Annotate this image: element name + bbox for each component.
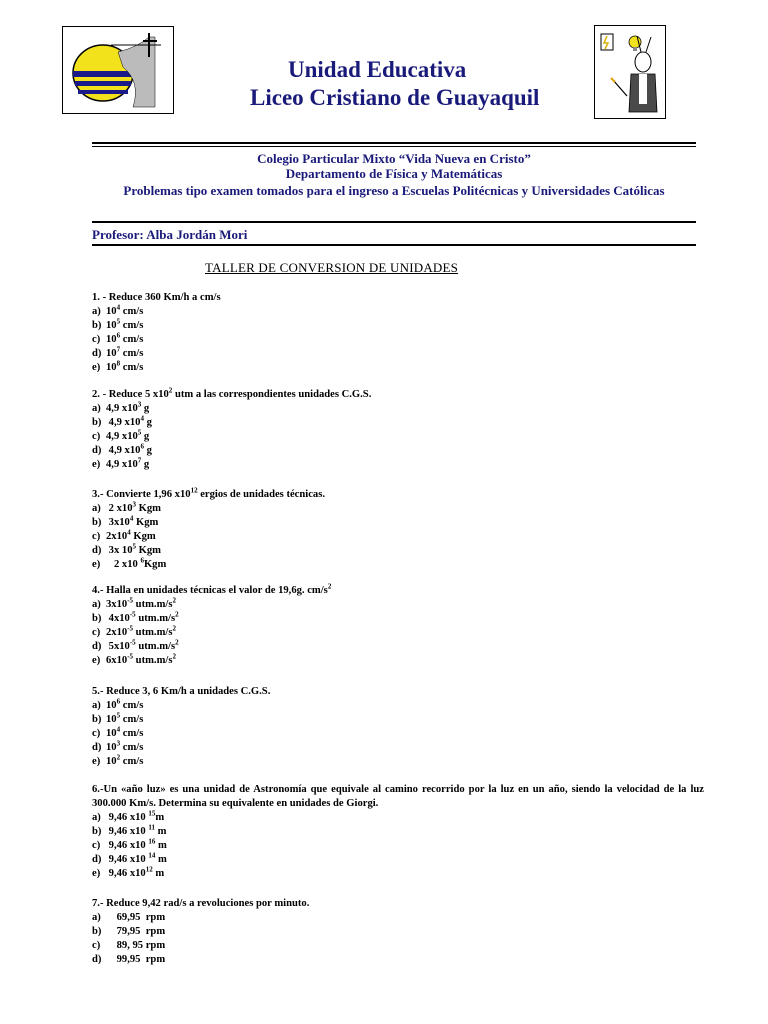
answer-option: [92, 430, 704, 444]
option-unit: cm/s: [120, 756, 144, 767]
answer-option: [92, 867, 704, 881]
stem-text: 3.- Convierte 1,96 x10: [92, 489, 191, 500]
option-value: 4,9 x10: [106, 403, 138, 414]
option-value: 79,95 rpm: [106, 926, 166, 937]
option-value: 4,9 x10: [106, 445, 141, 456]
answer-option: [92, 953, 704, 967]
option-value: 3x10: [106, 599, 128, 610]
question-4: [92, 584, 704, 668]
option-value: 10: [106, 362, 117, 373]
option-exponent: 5: [132, 542, 136, 551]
option-label: a): [92, 912, 101, 923]
stem-text: 2. - Reduce 5 x10: [92, 389, 169, 400]
answer-option: [92, 361, 704, 375]
question-3: [92, 488, 704, 572]
option-value: 4,9 x10: [106, 417, 141, 428]
stem-exponent: 12: [190, 486, 198, 495]
stem-text-tail: utm a las correspondientes unidades C.G.S.: [172, 389, 372, 400]
title-line-1: Unidad Educativa: [288, 57, 467, 82]
option-exponent: 5: [116, 317, 121, 326]
answer-option: [92, 347, 704, 361]
answer-option: [92, 741, 704, 755]
option-exponent: 6: [140, 442, 144, 451]
option-unit: utm.m/s: [133, 599, 173, 610]
option-exponent: 11: [148, 823, 155, 832]
answer-option: [92, 544, 704, 558]
answer-option: [92, 612, 704, 626]
option-label: d): [92, 854, 102, 865]
option-label: a): [92, 599, 101, 610]
answer-option: [92, 530, 704, 544]
answer-option: [92, 402, 704, 416]
option-label: e): [92, 756, 101, 767]
answer-option: [92, 305, 704, 319]
question-5: [92, 685, 704, 769]
option-unit: Kgm: [143, 559, 167, 570]
answer-option: [92, 444, 704, 458]
answer-option: [92, 839, 704, 853]
option-value: 10: [106, 714, 117, 725]
option-exponent: -5: [127, 624, 134, 633]
stem-text: 1. - Reduce 360 Km/h a cm/s: [92, 292, 221, 303]
subheader-problems: Problemas tipo examen tomados para el ingreso a Escuelas Politécnicas y Universidades Católicas: [123, 183, 665, 198]
option-exponent: 15: [148, 809, 156, 818]
option-unit: g: [141, 403, 150, 414]
option-value: 10: [106, 348, 117, 359]
option-unit: cm/s: [120, 714, 144, 725]
option-label: e): [92, 559, 101, 570]
answer-option: [92, 713, 704, 727]
option-label: a): [92, 403, 101, 414]
option-unit: utm.m/s: [133, 627, 173, 638]
subheader-department: Departamento de Física y Matemáticas: [285, 166, 503, 181]
option-label: e): [92, 868, 101, 879]
option-unit-exponent: 2: [175, 638, 179, 647]
option-unit: m: [155, 840, 167, 851]
option-value: 3x10: [106, 517, 130, 528]
answer-option: [92, 911, 704, 925]
option-value: 10: [106, 756, 117, 767]
option-exponent: -5: [127, 652, 134, 661]
option-label: c): [92, 334, 101, 345]
question-stem: [92, 388, 704, 402]
option-unit: g: [143, 445, 152, 456]
option-value: 69,95 rpm: [106, 912, 166, 923]
answer-option: [92, 640, 704, 654]
option-unit: Kgm: [135, 503, 161, 514]
option-unit: utm.m/s: [135, 641, 176, 652]
option-value: 5x10: [106, 641, 130, 652]
option-unit: m: [155, 854, 167, 865]
option-exponent: 3: [132, 500, 136, 509]
option-exponent: 5: [116, 711, 121, 720]
answer-option: [92, 598, 704, 612]
option-exponent: 3: [137, 400, 142, 409]
workshop-title: TALLER DE CONVERSION DE UNIDADES: [205, 260, 459, 275]
option-label: b): [92, 417, 102, 428]
option-unit: Kgm: [133, 517, 159, 528]
option-label: b): [92, 826, 102, 837]
question-6: [92, 783, 704, 881]
option-label: b): [92, 714, 102, 725]
option-unit: cm/s: [120, 362, 144, 373]
option-value: 9,46 x10: [106, 854, 149, 865]
professor-rule: [92, 244, 696, 246]
option-exponent: 6: [116, 331, 121, 340]
option-exponent: 6: [140, 556, 144, 565]
stem-exponent: 2: [168, 386, 173, 395]
option-label: a): [92, 812, 101, 823]
option-label: c): [92, 431, 101, 442]
option-label: c): [92, 531, 101, 542]
option-label: b): [92, 613, 102, 624]
option-unit-exponent: 2: [175, 610, 179, 619]
option-unit-exponent: 2: [172, 624, 176, 633]
option-value: 99,95 rpm: [106, 954, 166, 965]
option-label: c): [92, 840, 101, 851]
option-unit: utm.m/s: [133, 655, 173, 666]
option-unit: g: [141, 431, 150, 442]
option-label: d): [92, 641, 102, 652]
option-exponent: 4: [129, 514, 134, 523]
option-exponent: 3: [116, 739, 121, 748]
option-label: e): [92, 459, 101, 470]
option-unit: g: [141, 459, 150, 470]
option-value: 4,9 x10: [106, 459, 138, 470]
option-label: d): [92, 742, 102, 753]
answer-option: [92, 939, 704, 953]
option-label: c): [92, 728, 101, 739]
title-line-2: Liceo Cristiano de Guayaquil: [250, 85, 540, 110]
header-rule-bottom: [92, 221, 696, 223]
option-label: a): [92, 700, 101, 711]
option-exponent: 12: [145, 865, 153, 874]
option-label: e): [92, 362, 101, 373]
school-logo-left: [62, 26, 174, 114]
subheader-school: Colegio Particular Mixto “Vida Nueva en Cristo”: [257, 151, 531, 166]
option-value: 4x10: [106, 613, 130, 624]
option-unit: m: [155, 826, 167, 837]
answer-option: [92, 626, 704, 640]
option-label: b): [92, 320, 102, 331]
header-rule-top-thin: [92, 146, 696, 147]
answer-option: [92, 925, 704, 939]
mascot-logo-right: [594, 25, 666, 119]
question-stem: [92, 291, 704, 305]
answer-option: [92, 825, 704, 839]
option-value: 2x10: [106, 531, 128, 542]
option-value: 10: [106, 728, 117, 739]
option-label: c): [92, 627, 101, 638]
option-value: 2 x10: [106, 559, 141, 570]
answer-option: [92, 727, 704, 741]
option-label: d): [92, 445, 102, 456]
stem-text: 7.- Reduce 9,42 rad/s a revoluciones por minuto.: [92, 898, 310, 909]
option-exponent: 4: [140, 414, 144, 423]
answer-option: [92, 502, 704, 516]
option-unit: cm/s: [120, 348, 144, 359]
option-label: d): [92, 954, 102, 965]
answer-option: [92, 699, 704, 713]
question-2: [92, 388, 704, 472]
question-1: [92, 291, 704, 375]
option-unit: m: [155, 812, 165, 823]
stem-text: 6.-Un «año luz» es una unidad de Astronomía que equivale al camino recorrido por la luz en un año, siendo la velocidad de la luz 300.000 Km/s. Determina su equivalente en unidades de Giorgi.: [92, 784, 704, 809]
option-exponent: 4: [127, 528, 131, 537]
option-exponent: -5: [127, 596, 134, 605]
option-label: b): [92, 517, 102, 528]
option-exponent: 8: [116, 359, 121, 368]
option-value: 10: [106, 700, 117, 711]
question-stem: [92, 488, 704, 502]
option-unit: cm/s: [120, 320, 144, 331]
option-exponent: 2: [116, 753, 121, 762]
option-exponent: 7: [137, 456, 142, 465]
option-unit: cm/s: [120, 700, 144, 711]
option-exponent: 4: [116, 725, 121, 734]
option-unit: g: [143, 417, 152, 428]
answer-option: [92, 516, 704, 530]
option-value: 2 x10: [106, 503, 133, 514]
option-label: a): [92, 306, 101, 317]
answer-option: [92, 811, 704, 825]
option-value: 10: [106, 306, 117, 317]
option-exponent: 4: [116, 303, 121, 312]
option-exponent: 5: [137, 428, 142, 437]
option-unit: Kgm: [135, 545, 161, 556]
option-label: a): [92, 503, 101, 514]
option-label: c): [92, 940, 101, 951]
option-exponent: 16: [148, 837, 156, 846]
option-unit: cm/s: [120, 742, 144, 753]
answer-option: [92, 333, 704, 347]
option-value: 89, 95 rpm: [106, 940, 166, 951]
option-exponent: 14: [148, 851, 156, 860]
option-unit: Kgm: [130, 531, 156, 542]
question-stem: [92, 584, 704, 598]
option-value: 3x 10: [106, 545, 133, 556]
stem-exponent: 2: [327, 582, 332, 591]
question-stem: [92, 897, 704, 911]
option-label: e): [92, 655, 101, 666]
option-unit: cm/s: [120, 334, 144, 345]
option-exponent: 7: [116, 345, 121, 354]
stem-text: 4.- Halla en unidades técnicas el valor de 19,6g. cm/s: [92, 585, 328, 596]
answer-option: [92, 319, 704, 333]
professor-name: Profesor: Alba Jordán Mori: [92, 227, 248, 242]
option-unit-exponent: 2: [172, 596, 176, 605]
question-7: [92, 897, 704, 967]
option-value: 4,9 x10: [106, 431, 138, 442]
option-label: d): [92, 348, 102, 359]
option-value: 2x10: [106, 627, 128, 638]
answer-option: [92, 755, 704, 769]
option-value: 10: [106, 334, 117, 345]
answer-option: [92, 458, 704, 472]
option-label: d): [92, 545, 102, 556]
option-value: 9,46 x10: [106, 826, 149, 837]
option-unit: cm/s: [120, 306, 144, 317]
answer-option: [92, 416, 704, 430]
option-value: 6x10: [106, 655, 128, 666]
answer-option: [92, 853, 704, 867]
answer-option: [92, 654, 704, 668]
option-unit: cm/s: [120, 728, 144, 739]
option-value: 10: [106, 320, 117, 331]
option-value: 9,46 x10: [106, 840, 149, 851]
header-rule-top: [92, 142, 696, 144]
option-exponent: 6: [116, 697, 121, 706]
stem-text-tail: ergios de unidades técnicas.: [197, 489, 325, 500]
option-label: b): [92, 926, 102, 937]
option-unit: utm.m/s: [135, 613, 176, 624]
option-unit-exponent: 2: [172, 652, 176, 661]
answer-option: [92, 558, 704, 572]
option-value: 10: [106, 742, 117, 753]
option-exponent: -5: [129, 610, 136, 619]
stem-text: 5.- Reduce 3, 6 Km/h a unidades C.G.S.: [92, 686, 271, 697]
question-stem: [92, 783, 704, 811]
question-stem: [92, 685, 704, 699]
option-exponent: -5: [129, 638, 136, 647]
option-value: 9,46 x10: [106, 868, 146, 879]
option-value: 9,46 x10: [106, 812, 149, 823]
option-unit: m: [152, 868, 165, 879]
